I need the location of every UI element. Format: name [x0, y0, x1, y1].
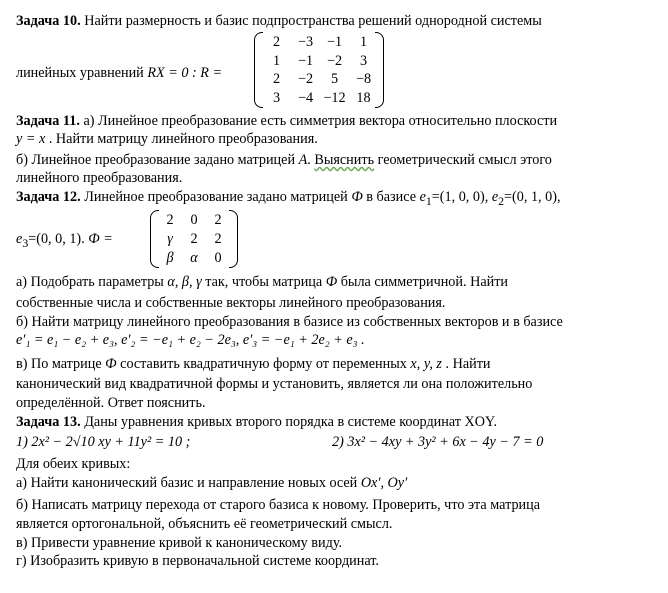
task11-line1 — [16, 112, 557, 130]
task12-a1-text: а) Подобрать параметры — [16, 274, 168, 290]
task10-equation: RX = 0 : R = — [147, 65, 223, 81]
task11-heading: Задача 11. — [16, 113, 80, 129]
task12-e3-value: =(0, 0, 1). — [28, 231, 89, 247]
matrix-cell: −2 — [326, 52, 343, 69]
task12-l1: Линейное преобразование задано матрицей — [80, 189, 352, 205]
task13-d — [16, 552, 379, 570]
matrix-cell: 2 — [214, 231, 222, 247]
task12-c2 — [16, 375, 532, 393]
matrix-cell: −1 — [297, 52, 314, 69]
task11-b2: линейного преобразования. — [16, 170, 183, 186]
task13-axes: Ox′, Oy′ — [360, 475, 408, 491]
task13-b2-text: является ортогональной, объяснить её геометрический смысл. — [16, 516, 393, 532]
matrix-cell: 3 — [272, 89, 281, 106]
task10-line2 — [16, 64, 222, 82]
task12-c1-rest: составить квадратичную форму от переменных — [116, 356, 411, 372]
task10-text2: линейных уравнений — [16, 65, 148, 81]
matrix-cell: 0 — [190, 212, 198, 228]
matrix-cell: 2 — [272, 71, 281, 87]
matrix-cell: −12 — [323, 89, 346, 106]
task12-a2 — [16, 294, 445, 312]
matrix-cell: −8 — [355, 71, 372, 87]
matrix-cell: −3 — [297, 34, 314, 50]
task10-line1 — [16, 12, 542, 30]
task12-e2-sub: 2 — [498, 193, 505, 208]
task12-phi: Ф — [351, 189, 363, 205]
task12-e2: e — [491, 189, 499, 205]
task11-b1-rest: геометрический смысл этого — [374, 152, 552, 168]
task13-line1 — [16, 413, 497, 431]
task12-c1-text: в) По матрице — [16, 356, 106, 372]
task13-heading: Задача 13. — [16, 414, 81, 430]
task12-phi-eq: Ф = — [88, 231, 113, 247]
task12-line1 — [16, 188, 561, 210]
task12-c3-text: определённой. Ответ пояснить. — [16, 395, 206, 411]
task12-e1-value: =(1, 0, 0), — [431, 189, 492, 205]
matrix-cell: 2 — [214, 212, 222, 228]
task13-equation-2: 2) 3x² − 4xy + 3y² + 6x − 4y − 7 = 0 — [332, 434, 544, 450]
task12-e3-sub: 3 — [22, 235, 29, 250]
task11-line3 — [16, 151, 552, 169]
task10-text1: Найти размерность и базис подпространства решений однородной системы — [80, 13, 542, 29]
task13-eq1 — [16, 433, 190, 451]
task12-c2-text: канонический вид квадратичной формы и установить, является ли она положительно — [16, 376, 533, 392]
task13-c-text: в) Привести уравнение кривой к каноническому виду. — [16, 535, 343, 551]
task13-d-text: г) Изобразить кривую в первоначальной системе координат. — [16, 553, 379, 569]
task12-vars: x, y, z — [410, 356, 442, 372]
matrix-cell: −4 — [297, 89, 314, 106]
task13-eq2 — [332, 433, 543, 451]
task10-matrix — [254, 32, 384, 108]
task12-e3: e — [16, 231, 23, 247]
task13-both — [16, 455, 130, 473]
task13-l1: Даны уравнения кривых второго порядка в системе координат XOY. — [80, 414, 497, 430]
task13-b1-text: б) Написать матрицу перехода от старого базиса к новому. Проверить, что эта матрица — [16, 497, 541, 513]
task12-heading: Задача 12. — [16, 189, 81, 205]
task12-a1-rest: так, чтобы матрица — [201, 274, 326, 290]
task13-a — [16, 474, 407, 492]
task12-b1 — [16, 313, 563, 331]
task12-c1-phi: Ф — [105, 356, 117, 372]
matrix-cell: 2 — [190, 231, 198, 247]
task11-line2 — [16, 130, 318, 148]
task11-a1: а) Линейное преобразование есть симметрия вектора относительно плоскости — [79, 113, 558, 129]
task12-c1 — [16, 355, 491, 373]
task12-c3 — [16, 394, 206, 412]
task12-a2-text: собственные числа и собственные векторы линейного преобразования. — [16, 295, 446, 311]
matrix-cell: 3 — [359, 52, 368, 69]
task11-line4 — [16, 169, 182, 187]
matrix-cell: 18 — [356, 89, 371, 106]
task13-b2 — [16, 515, 392, 533]
task11-spellcheck-word: Выяснить — [314, 152, 375, 168]
task12-e1: e — [419, 189, 426, 205]
task12-c1-end: . Найти — [441, 356, 491, 372]
task12-b1-text: б) Найти матрицу линейного преобразования в базисе из собственных векторов и в базисе — [16, 314, 563, 330]
task13-b1 — [16, 496, 540, 514]
task10-heading: Задача 10. — [16, 13, 81, 29]
task12-a1-end: была симметричной. Найти — [337, 274, 509, 290]
task12-e2-value: =(0, 1, 0), — [504, 189, 561, 205]
task11-math: y = x — [16, 131, 46, 147]
matrix-cell: 0 — [214, 250, 222, 266]
task13-equation-1: 1) 2x² − 2√10 xy + 11y² = 10 ; — [16, 434, 191, 450]
task12-l1b: в базисе — [362, 189, 420, 205]
task11-A: A — [298, 152, 308, 168]
task12-a1-phi: Ф — [325, 274, 338, 290]
task12-basis-equations: e′₁ = e₁ − e₂ + e₃, e′₂ = −e₁ + e₂ − 2e₃, e′₃ = −e₁ + 2e₂ + e₃ . — [16, 332, 365, 348]
matrix-cell: α — [190, 250, 198, 266]
task12-params: α, β, γ — [167, 274, 202, 290]
task12-a1 — [16, 273, 508, 291]
task12-matrix — [150, 210, 238, 268]
task12-b2 — [16, 331, 365, 349]
matrix-cell: β — [166, 250, 174, 266]
task13-both-text: Для обеих кривых: — [16, 456, 131, 472]
matrix-cell: 1 — [359, 34, 368, 50]
task11-b1: б) Линейное преобразование задано матрицей — [16, 152, 299, 168]
matrix-cell: −1 — [326, 34, 343, 50]
matrix-cell: 5 — [330, 71, 339, 87]
matrix-right-paren — [229, 210, 238, 268]
task13-a-text: а) Найти канонический базис и направление новых осей — [16, 475, 361, 491]
task12-e1-sub: 1 — [425, 193, 432, 208]
task12-line2 — [16, 230, 113, 252]
task11-a2: . Найти матрицу линейного преобразования. — [45, 131, 318, 147]
matrix-cell: 2 — [166, 212, 174, 228]
task13-c — [16, 534, 342, 552]
matrix-cell: −2 — [297, 71, 314, 87]
matrix-cell: γ — [167, 231, 173, 247]
matrix-cell: 1 — [272, 52, 281, 69]
task11-dot: . — [307, 152, 315, 168]
matrix-cell: 2 — [272, 34, 281, 50]
